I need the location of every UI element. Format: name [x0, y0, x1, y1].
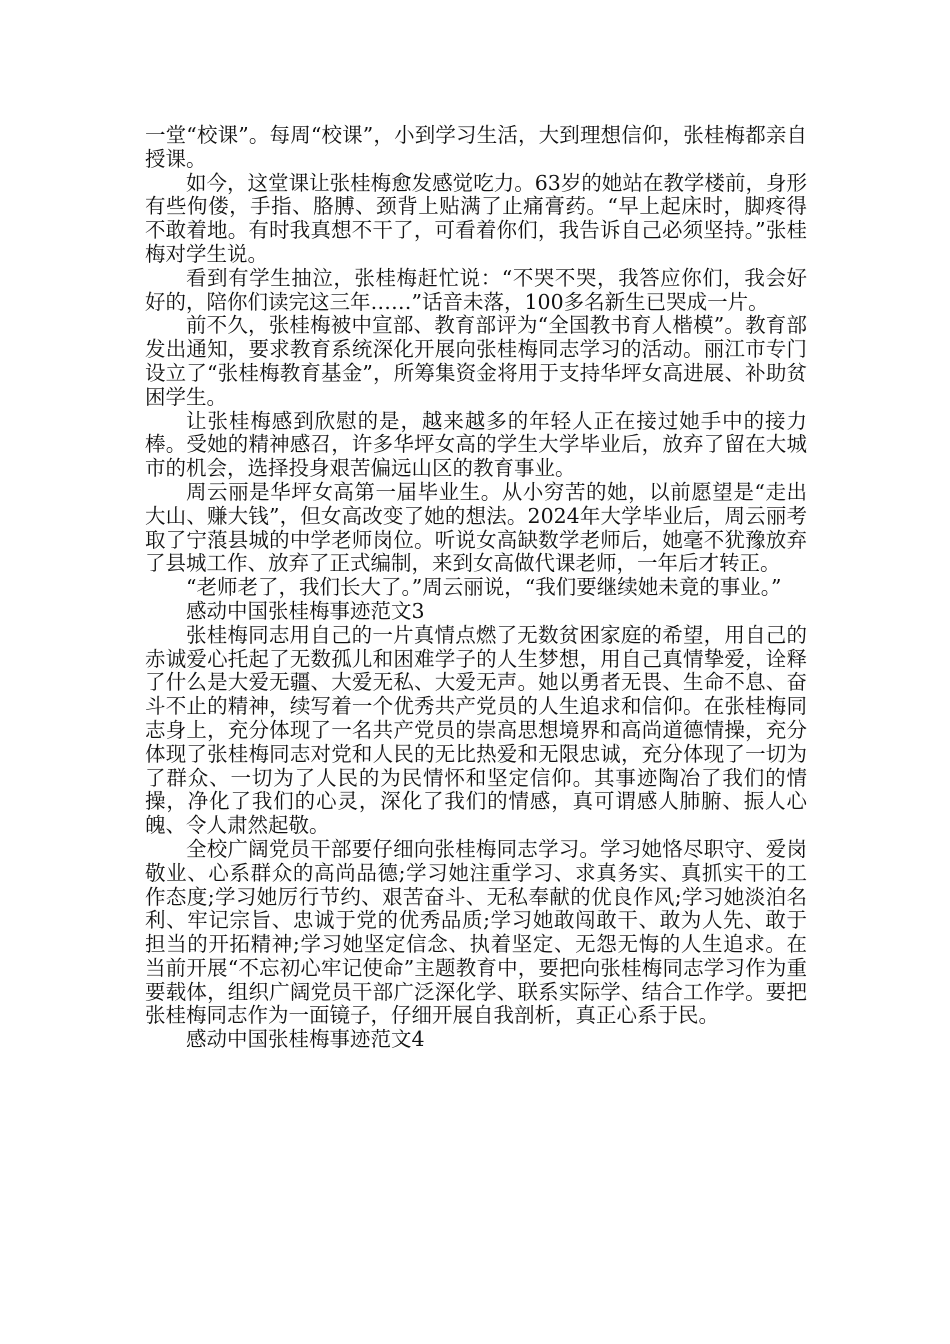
paragraph: 如今，这堂课让张桂梅愈发感觉吃力。63岁的她站在教学楼前，身形有些佝偻，手指、胳膊、颈背上贴满了止痛膏药。“早上起床时，脚疼得不敢着地。有时我真想不干了，可看着你们，我告诉自己必须坚持。”张桂梅对学生说。 — [145, 170, 807, 266]
paragraph: 周云丽是华坪女高第一届毕业生。从小穷苦的她，以前愿望是“走出大山、赚大钱”，但女高改变了她的想法。2024年大学毕业后，周云丽考取了宁蒗县城的中学老师岗位。听说女高缺数学老师后，她毫不犹豫放弃了县城工作、放弃了正式编制，来到女高做代课老师，一年后才转正。 — [145, 479, 807, 576]
document-body — [145, 124, 807, 1052]
section-heading-4: 感动中国张桂梅事迹范文4 — [186, 1027, 425, 1052]
paragraph: 看到有学生抽泣，张桂梅赶忙说：“不哭不哭，我答应你们，我会好好的，陪你们读完这三年……”话音未落，100多名新生已哭成一片。 — [145, 265, 807, 314]
section-heading-3: 感动中国张桂梅事迹范文3 — [186, 598, 425, 623]
paragraph: 全校广阔党员干部要仔细向张桂梅同志学习。学习她恪尽职守、爱岗敬业、心系群众的高尚品德;学习她注重学习、求真务实、真抓实干的工作态度;学习她厉行节约、艰苦奋斗、无私奉献的优良作风;学习她淡泊名利、牢记宗旨、忠诚于党的优秀品质;学习她敢闯敢干、敢为人先、敢于担当的开拓精神;学习她坚定信念、执着坚定、无怨无悔的人生追求。在当前开展“不忘初心牢记使命”主题教育中，要把向张桂梅同志学习作为重要载体，组织广阔党员干部广泛深化学、联系实际学、结合工作学。要把张桂梅同志作为一面镜子，仔细开展自我剖析，真正心系于民。 — [145, 836, 807, 1028]
paragraph: 一堂“校课”。每周“校课”，小到学习生活，大到理想信仰，张桂梅都亲自授课。 — [145, 123, 807, 171]
paragraph: 让张桂梅感到欣慰的是，越来越多的年轻人正在接过她手中的接力棒。受她的精神感召，许多华坪女高的学生大学毕业后，放弃了留在大城市的机会，选择投身艰苦偏远山区的教育事业。 — [145, 408, 807, 481]
paragraph: 前不久，张桂梅被中宣部、教育部评为“全国教书育人楷模”。教育部发出通知，要求教育系统深化开展向张桂梅同志学习的活动。丽江市专门设立了“张桂梅教育基金”，所筹集资金将用于支持华坪女高进展、补助贫困学生。 — [145, 313, 807, 409]
paragraph: 张桂梅同志用自己的一片真情点燃了无数贫困家庭的希望，用自己的赤诚爱心托起了无数孤儿和困难学子的人生梦想，用自己真情挚爱，诠释了什么是大爱无疆、大爱无私、大爱无声。她以勇者无畏、生命不息、奋斗不止的精神，续写着一个优秀共产党员的人生追求和信仰。在张桂梅同志身上，充分体现了一名共产党员的崇高思想境界和高尚道德情操，充分体现了张桂梅同志对党和人民的无比热爱和无限忠诚，充分体现了一切为了群众、一切为了人民的为民情怀和坚定信仰。其事迹陶冶了我们的情操，净化了我们的心灵，深化了我们的情感，真可谓感人肺腑、振人心魄、令人肃然起敬。 — [145, 622, 807, 838]
paragraph: “老师老了，我们长大了。”周云丽说，“我们要继续她未竟的事业。” — [186, 575, 782, 600]
